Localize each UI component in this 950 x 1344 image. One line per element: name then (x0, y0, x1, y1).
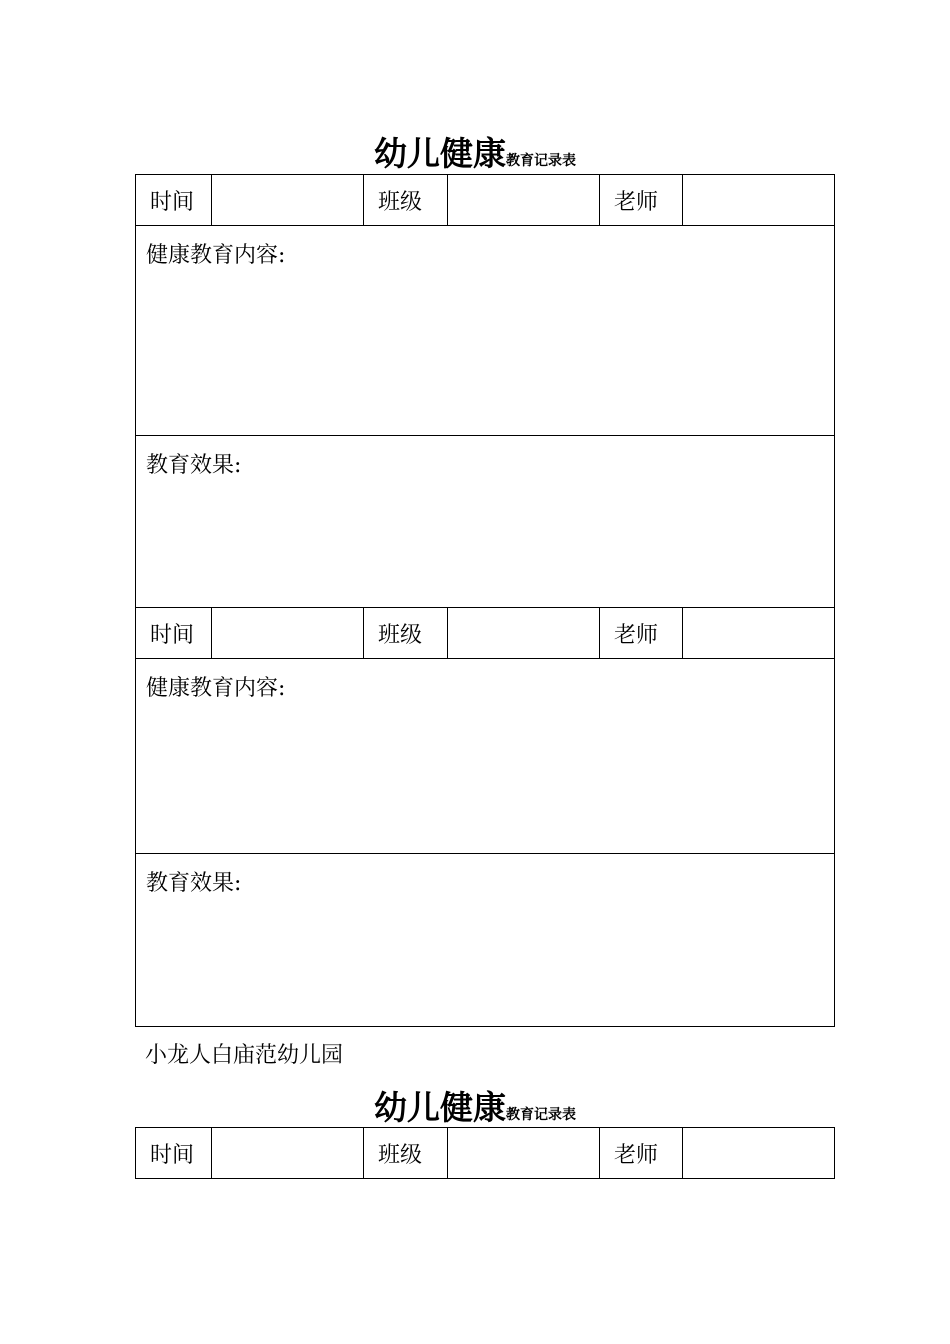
health-education-content-field[interactable] (136, 659, 835, 854)
form-title (0, 1082, 950, 1129)
teacher-field[interactable] (683, 175, 835, 226)
kindergarten-name: 小龙人白庙范幼儿园 (145, 1043, 344, 1068)
class-field[interactable] (448, 1128, 600, 1179)
health-education-content-label: 健康教育内容: (146, 676, 286, 701)
class-label: 班级 (364, 1128, 448, 1179)
effect-row (136, 436, 835, 608)
time-field[interactable] (212, 175, 364, 226)
teacher-field[interactable] (683, 1128, 835, 1179)
teacher-label: 老师 (600, 608, 683, 659)
content-row (136, 226, 835, 436)
info-row (136, 608, 835, 659)
time-field[interactable] (212, 608, 364, 659)
class-label: 班级 (364, 608, 448, 659)
info-row (136, 1128, 835, 1179)
record-table (135, 174, 835, 1027)
class-field[interactable] (448, 608, 600, 659)
education-effect-field[interactable] (136, 854, 835, 1027)
education-effect-field[interactable] (136, 436, 835, 608)
education-effect-label: 教育效果: (146, 871, 242, 896)
info-row (136, 175, 835, 226)
form-title-main: 幼儿健康 (374, 134, 506, 173)
teacher-label: 老师 (600, 1128, 683, 1179)
content-row (136, 659, 835, 854)
time-label: 时间 (136, 608, 212, 659)
teacher-field[interactable] (683, 608, 835, 659)
class-label: 班级 (364, 175, 448, 226)
teacher-label: 老师 (600, 175, 683, 226)
record-table (135, 1127, 835, 1179)
health-education-content-field[interactable] (136, 226, 835, 436)
class-field[interactable] (448, 175, 600, 226)
education-effect-label: 教育效果: (146, 453, 242, 478)
form-title-sub: 教育记录表 (506, 1107, 576, 1123)
health-education-content-label: 健康教育内容: (146, 243, 286, 268)
form-title (0, 128, 950, 175)
time-label: 时间 (136, 1128, 212, 1179)
form-title-sub: 教育记录表 (506, 153, 576, 169)
form-title-main: 幼儿健康 (374, 1088, 506, 1127)
time-label: 时间 (136, 175, 212, 226)
time-field[interactable] (212, 1128, 364, 1179)
effect-row (136, 854, 835, 1027)
